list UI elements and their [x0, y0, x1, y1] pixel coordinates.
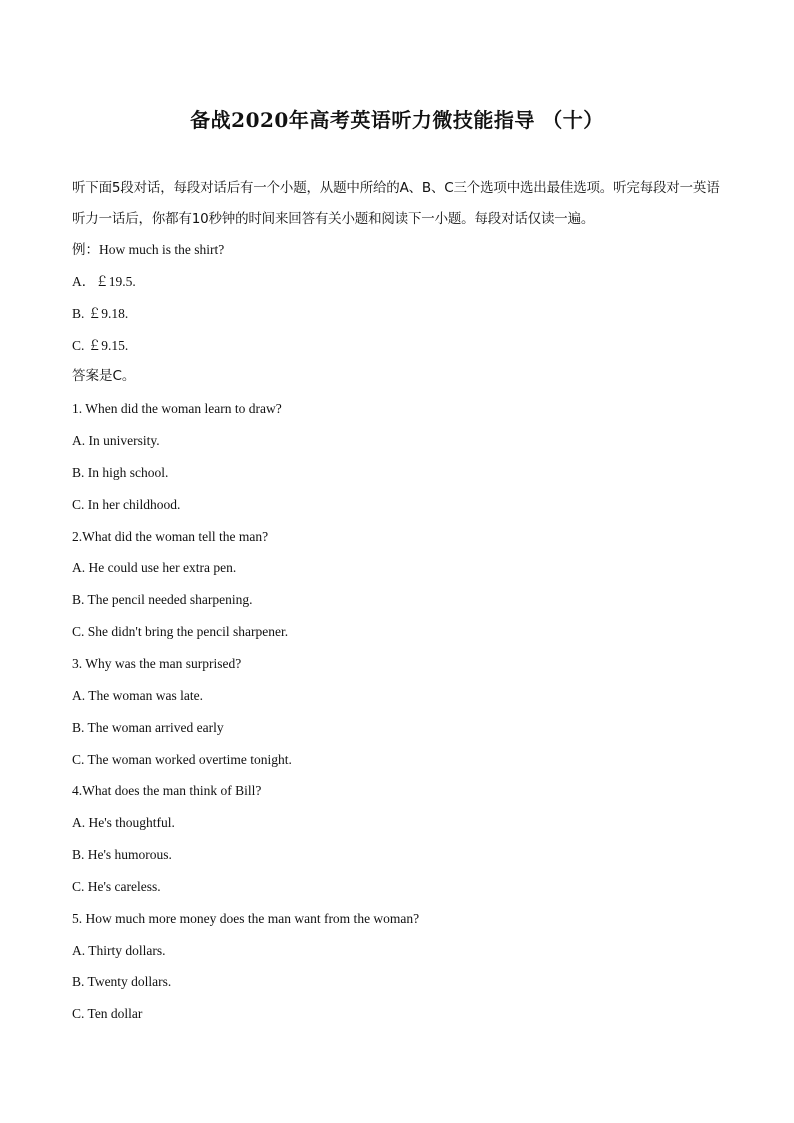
question-2-option-a: A. He could use her extra pen. [72, 560, 237, 576]
example-option-a: A．￡19.5. [72, 273, 136, 289]
question-2-option-b: B. The pencil needed sharpening. [72, 592, 253, 608]
example-question [72, 234, 724, 266]
question-5-option-a: A. Thirty dollars. [72, 942, 166, 958]
question-3-option-b: B. The woman arrived early [72, 719, 224, 735]
instructions-paragraph: 听下面5段对话，每段对话后有一个小题，从题中所给的A、B、C三个选项中选出最佳选项。听完每段对一英语听力一话后，你都有10秒钟的时间来回答有关小题和阅读下一小题。每段对话仅读一遍。 [72, 180, 720, 227]
question-4: 4.What does the man think of Bill? [72, 783, 262, 799]
exam-content [72, 234, 724, 1030]
question-4-option-a: A. He's thoughtful. [72, 815, 175, 831]
question-2: 2.What did the woman tell the man? [72, 528, 269, 544]
example-label: 例： [72, 242, 99, 258]
question-1-option-a: A. In university. [72, 433, 160, 449]
question-5: 5. How much more money does the man want from the woman? [72, 910, 420, 926]
example-option-b: B. ￡9.18. [72, 305, 129, 321]
question-1-option-c: C. In her childhood. [72, 496, 181, 512]
question-4-option-b: B. He's humorous. [72, 847, 172, 863]
question-2-option-c: C. She didn't bring the pencil sharpener. [72, 624, 289, 640]
question-3: 3. Why was the man surprised? [72, 655, 242, 671]
question-5-option-c: C. Ten dollar [72, 1006, 143, 1022]
question-3-option-c: C. The woman worked overtime tonight. [72, 751, 292, 767]
question-1-option-b: B. In high school. [72, 464, 169, 480]
example-question-text: How much is the shirt? [99, 242, 225, 257]
example-option-c: C. ￡9.15. [72, 337, 129, 353]
question-5-option-b: B. Twenty dollars. [72, 974, 172, 990]
question-1: 1. When did the woman learn to draw? [72, 401, 282, 417]
example-answer: 答案是C。 [72, 368, 136, 385]
question-4-option-c: C. He's careless. [72, 878, 161, 894]
question-3-option-a: A. The woman was late. [72, 687, 203, 703]
page-title: 备战2020年高考英语听力微技能指导 （十） [190, 108, 604, 132]
